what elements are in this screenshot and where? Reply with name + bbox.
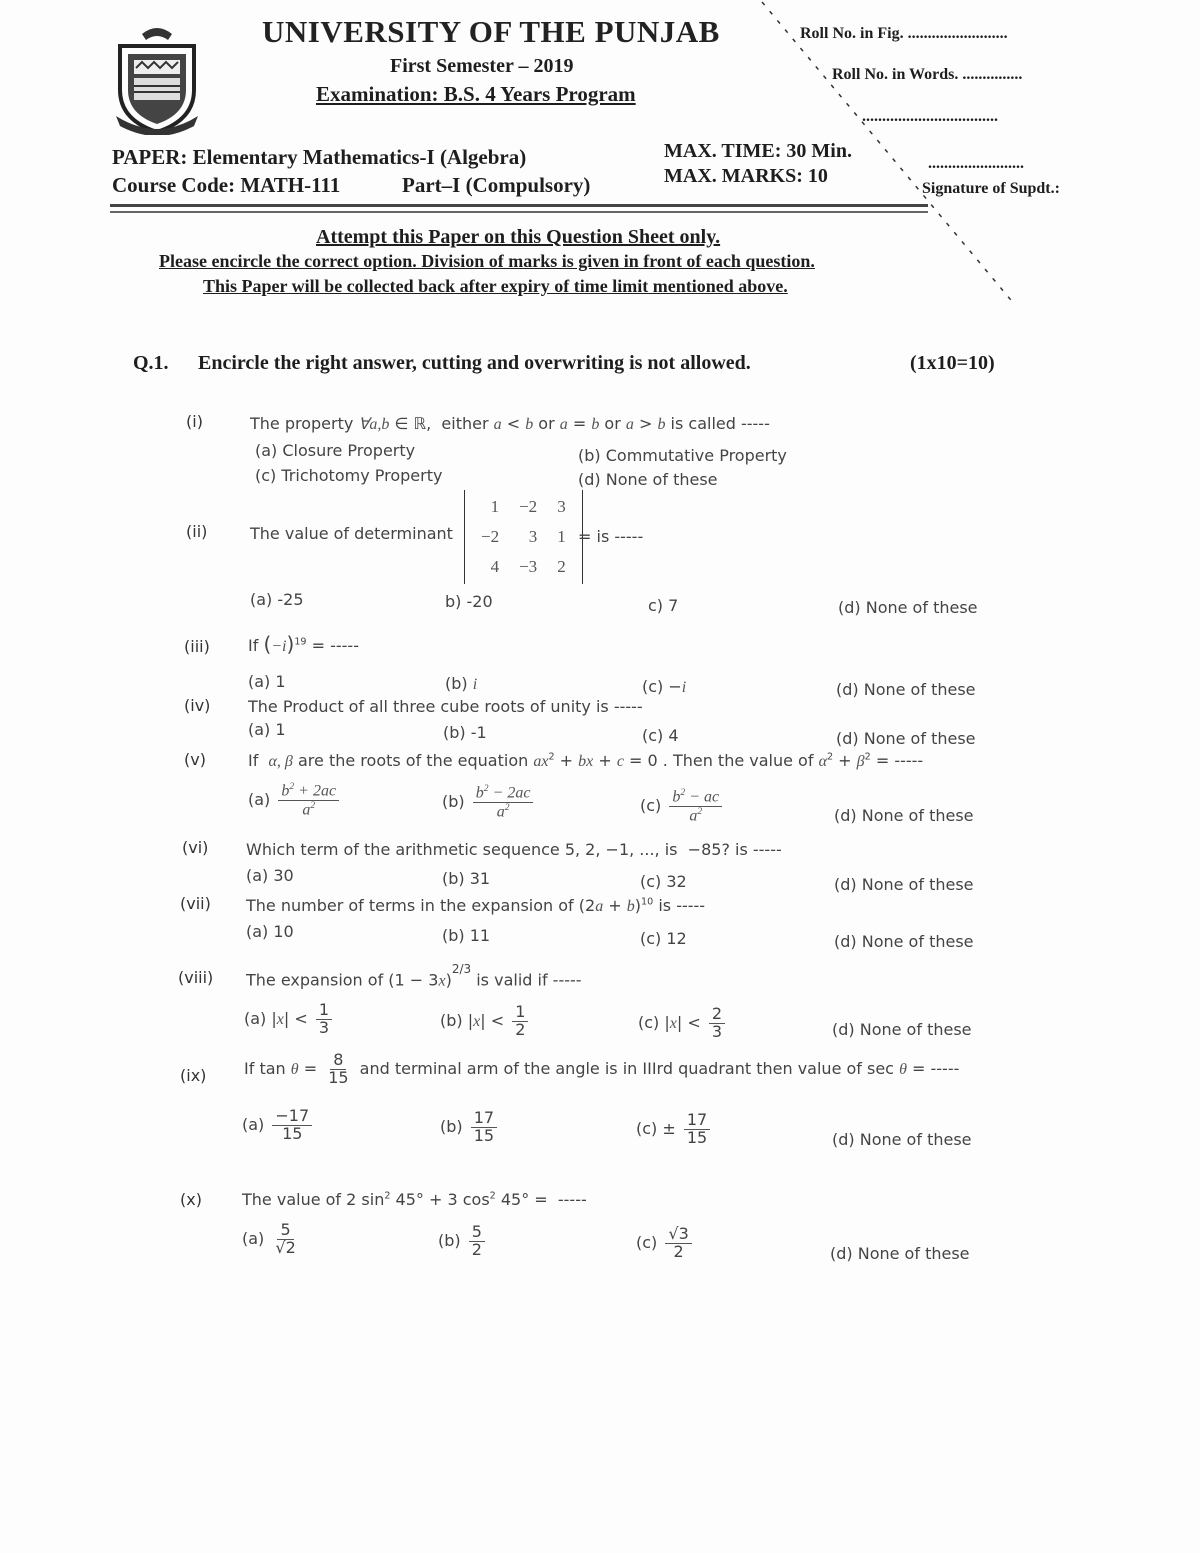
option-b[interactable]: (b) i <box>445 674 478 693</box>
option-c[interactable]: (c) ± $\frac{17}{15}$ <box>636 1112 713 1147</box>
option-b[interactable]: (b) |x| < $\frac{1}{2}$ <box>440 1004 531 1039</box>
option-a[interactable]: (a) 30 <box>246 866 294 885</box>
header-rule <box>110 204 928 207</box>
signature-supdt: Signature of Supdt.: <box>922 180 1060 197</box>
option-a[interactable]: (a) $\frac{-17}{15}$ <box>242 1108 315 1143</box>
option-c[interactable]: (c) 32 <box>640 872 687 891</box>
matrix-cell: 3 <box>528 527 538 546</box>
question-text: If tan θ = $\frac{8}{15}$ and terminal arm of the angle is in IIIrd quadrant then value of sec θ = ----- <box>244 1050 960 1087</box>
matrix-cell: 1 <box>490 497 500 516</box>
option-b[interactable]: (b) Commutative Property <box>578 446 787 465</box>
paper-title: PAPER: Elementary Mathematics-I (Algebra) <box>112 145 527 169</box>
option-d[interactable]: (d) None of these <box>834 932 974 951</box>
option-a[interactable]: (a) 10 <box>246 922 294 941</box>
option-c[interactable]: c) 7 <box>648 596 679 615</box>
question-number: (x) <box>180 1190 202 1209</box>
max-time: MAX. TIME: 30 Min. <box>664 140 852 162</box>
roll-no-fig-field: Roll No. in Fig. ......................... <box>800 25 1008 42</box>
option-d[interactable]: (d) None of these <box>832 1130 972 1149</box>
question-text: The Product of all three cube roots of unity is ----- <box>248 697 643 716</box>
option-c[interactable]: (c) 12 <box>640 929 687 948</box>
question-tail: = is ----- <box>578 527 644 546</box>
matrix-cell: −3 <box>519 557 538 576</box>
option-a[interactable]: (a) 1 <box>248 720 286 739</box>
option-a[interactable]: (a) |x| < $\frac{1}{3}$ <box>244 1002 335 1037</box>
matrix-cell: −2 <box>481 527 500 546</box>
question-text: The expansion of $(1 - 3x)^{2/3}$ is valid if ----- <box>246 962 582 990</box>
option-d[interactable]: (d) None of these <box>834 806 974 825</box>
roll-no-dots: .................................. <box>862 108 998 125</box>
header-rule-thin <box>110 211 928 213</box>
option-d[interactable]: (d) None of these <box>830 1244 970 1263</box>
signature-dots: ........................ <box>928 155 1024 172</box>
question-number: (ii) <box>186 522 208 541</box>
question-number: (iii) <box>184 637 210 656</box>
instruction-3: This Paper will be collected back after expiry of time limit mentioned above. <box>203 276 788 296</box>
max-marks: MAX. MARKS: 10 <box>664 165 828 187</box>
option-a[interactable]: (a) $\frac{b^2 + 2ac}{a^2}$ <box>248 782 342 819</box>
roll-no-words-field: Roll No. in Words. ............... <box>832 66 1023 83</box>
option-b[interactable]: (b) -1 <box>443 723 487 742</box>
examination: Examination: B.S. 4 Years Program <box>316 82 636 106</box>
option-b[interactable]: b) -20 <box>445 592 493 611</box>
instruction-2: Please encircle the correct option. Division of marks is given in front of each question. <box>159 251 815 271</box>
question-text: The value of determinant <box>250 524 453 543</box>
question-number: (vi) <box>182 838 209 857</box>
paper-part: Part–I (Compulsory) <box>402 173 591 197</box>
option-d[interactable]: (d) None of these <box>836 680 976 699</box>
option-a[interactable]: (a) -25 <box>250 590 304 609</box>
option-b[interactable]: (b) $\frac{17}{15}$ <box>440 1110 500 1145</box>
matrix-cell: −2 <box>519 497 538 516</box>
option-c[interactable]: (c) 4 <box>642 726 679 745</box>
q1-text: Encircle the right answer, cutting and overwriting is not allowed. <box>198 352 751 374</box>
option-c[interactable]: (c) |x| < $\frac{2}{3}$ <box>638 1006 728 1041</box>
question-text: If α, β are the roots of the equation $ax^2$ + bx + c = 0 . Then the value of $\alpha^2 + \beta^2$ = ----- <box>248 751 924 770</box>
option-d[interactable]: (d) None of these <box>838 598 978 617</box>
option-d[interactable]: (d) None of these <box>832 1020 972 1039</box>
option-c[interactable]: (c) Trichotomy Property <box>255 466 443 485</box>
option-a[interactable]: (a) 1 <box>248 672 286 691</box>
question-text: Which term of the arithmetic sequence 5, 2, −1, ..., is −85? is ----- <box>246 840 782 859</box>
determinant-matrix <box>464 490 583 584</box>
question-number: (ix) <box>180 1066 207 1085</box>
university-title: UNIVERSITY OF THE PUNJAB <box>262 14 720 49</box>
matrix-cell: 2 <box>557 557 566 576</box>
question-text: The number of terms in the expansion of $(2a + b)^{10}$ is ----- <box>246 896 706 915</box>
question-number: (viii) <box>178 968 214 987</box>
q1-label: Q.1. <box>133 352 169 374</box>
question-number: (iv) <box>184 696 211 715</box>
question-text: The property ∀a,b ∈ ℝ, either a < b or a = b or a > b is called ----- <box>250 414 770 433</box>
option-a[interactable]: (a) Closure Property <box>255 441 416 460</box>
option-b[interactable]: (b) $\frac{b^2 - 2ac}{a^2}$ <box>442 784 536 821</box>
semester: First Semester – 2019 <box>390 55 574 77</box>
instruction-1: Attempt this Paper on this Question Sheet only. <box>316 226 721 248</box>
matrix-cell: 1 <box>557 527 566 546</box>
question-number: (v) <box>184 750 206 769</box>
question-number: (i) <box>186 412 203 431</box>
option-b[interactable]: (b) $\frac{5}{2}$ <box>438 1224 488 1259</box>
option-a[interactable]: (a) $\frac{5}{√2}$ <box>242 1220 296 1257</box>
option-b[interactable]: (b) 11 <box>442 926 491 945</box>
option-d[interactable]: (d) None of these <box>836 729 976 748</box>
option-b[interactable]: (b) 31 <box>442 869 491 888</box>
question-text: The value of 2 $\sin^2 45^\circ + 3$ $\cos^2 45^\circ$ = ----- <box>242 1190 587 1209</box>
course-code: Course Code: MATH-111 <box>112 173 341 197</box>
option-c[interactable]: (c) −i <box>642 677 687 696</box>
option-d[interactable]: (d) None of these <box>834 875 974 894</box>
q1-marks: (1x10=10) <box>910 352 995 374</box>
option-c[interactable]: (c) $\frac{√3}{2}$ <box>636 1226 695 1261</box>
option-c[interactable]: (c) $\frac{b^2 - ac}{a^2}$ <box>640 788 725 825</box>
question-number: (vii) <box>180 894 211 913</box>
matrix-cell: 4 <box>490 557 500 576</box>
option-d[interactable]: (d) None of these <box>578 470 718 489</box>
matrix-cell: 3 <box>557 497 566 516</box>
question-text: If $(-i)^{19}$ = ----- <box>248 632 359 656</box>
